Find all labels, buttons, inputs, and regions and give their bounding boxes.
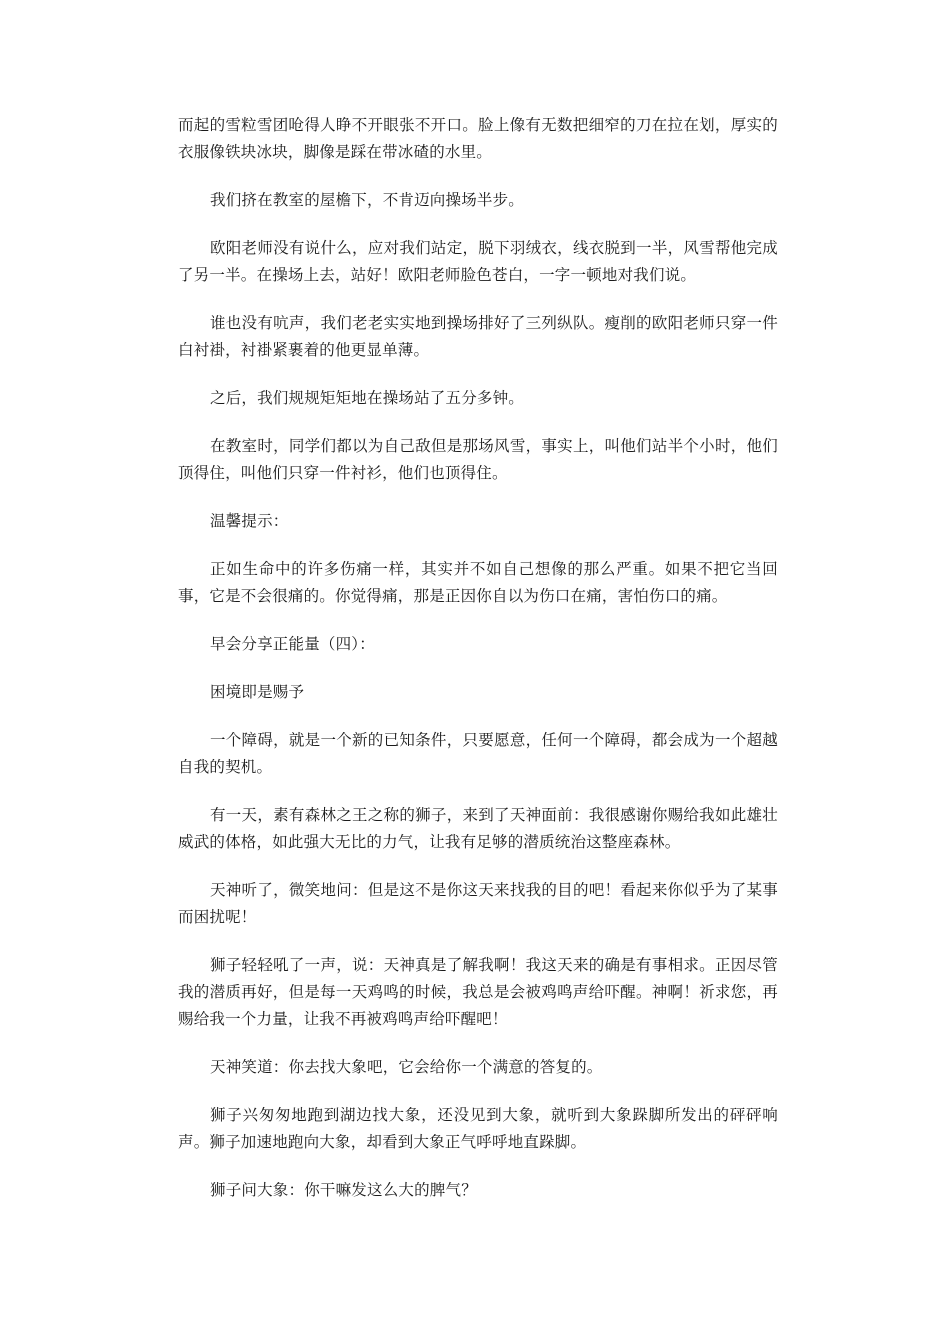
paragraph: 天神听了，微笑地问：但是这不是你这天来找我的目的吧！看起来你似乎为了某事而困扰呢！ — [178, 881, 778, 926]
paragraph: 我们挤在教室的屋檐下，不肯迈向操场半步。 — [210, 191, 525, 209]
paragraph: 之后，我们规规矩矩地在操场站了五分多钟。 — [210, 389, 525, 407]
paragraph: 狮子问大象：你干嘛发这么大的脾气？ — [210, 1181, 477, 1199]
paragraph-continuation: 而起的雪粒雪团呛得人睁不开眼张不开口。脸上像有无数把细窄的刀在拉在划，厚实的衣服像铁块冰块，脚像是踩在带冰碴的水里。 — [178, 116, 778, 161]
paragraph: 狮子兴匆匆地跑到湖边找大象，还没见到大象，就听到大象跺脚所发出的砰砰响声。狮子加速地跑向大象，却看到大象正气呼呼地直跺脚。 — [178, 1106, 778, 1151]
paragraph: 狮子轻轻吼了一声，说：天神真是了解我啊！我这天来的确是有事相求。正因尽管我的潜质再好，但是每一天鸡鸣的时候，我总是会被鸡鸣声给吓醒。神啊！祈求您，再赐给我一个力量，让我不再被鸡鸣声给吓醒吧！ — [178, 956, 778, 1028]
document-body — [178, 112, 778, 1225]
paragraph: 谁也没有吭声，我们老老实实地到操场排好了三列纵队。瘦削的欧阳老师只穿一件白衬褂，衬褂紧裹着的他更显单薄。 — [178, 314, 778, 359]
paragraph: 天神笑道：你去找大象吧，它会给你一个满意的答复的。 — [210, 1058, 603, 1076]
paragraph: 欧阳老师没有说什么，应对我们站定，脱下羽绒衣，线衣脱到一半，风雪帮他完成了另一半。在操场上去，站好！欧阳老师脸色苍白，一字一顿地对我们说。 — [178, 239, 778, 284]
paragraph: 正如生命中的许多伤痛一样，其实并不如自己想像的那么严重。如果不把它当回事，它是不会很痛的。你觉得痛，那是正因你自以为伤口在痛，害怕伤口的痛。 — [178, 560, 778, 605]
paragraph: 在教室时，同学们都以为自己敌但是那场风雪，事实上，叫他们站半个小时，他们顶得住，叫他们只穿一件衬衫，他们也顶得住。 — [178, 437, 778, 482]
paragraph: 一个障碍，就是一个新的已知条件，只要愿意，任何一个障碍，都会成为一个超越自我的契机。 — [178, 731, 778, 776]
section-heading: 早会分享正能量（四）： — [210, 635, 375, 653]
paragraph: 有一天，素有森林之王之称的狮子，来到了天神面前：我很感谢你赐给我如此雄壮威武的体格，如此强大无比的力气，让我有足够的潜质统治这整座森林。 — [178, 806, 778, 851]
story-title: 困境即是赐予 — [210, 683, 305, 701]
tip-heading: 温馨提示： — [210, 512, 289, 530]
